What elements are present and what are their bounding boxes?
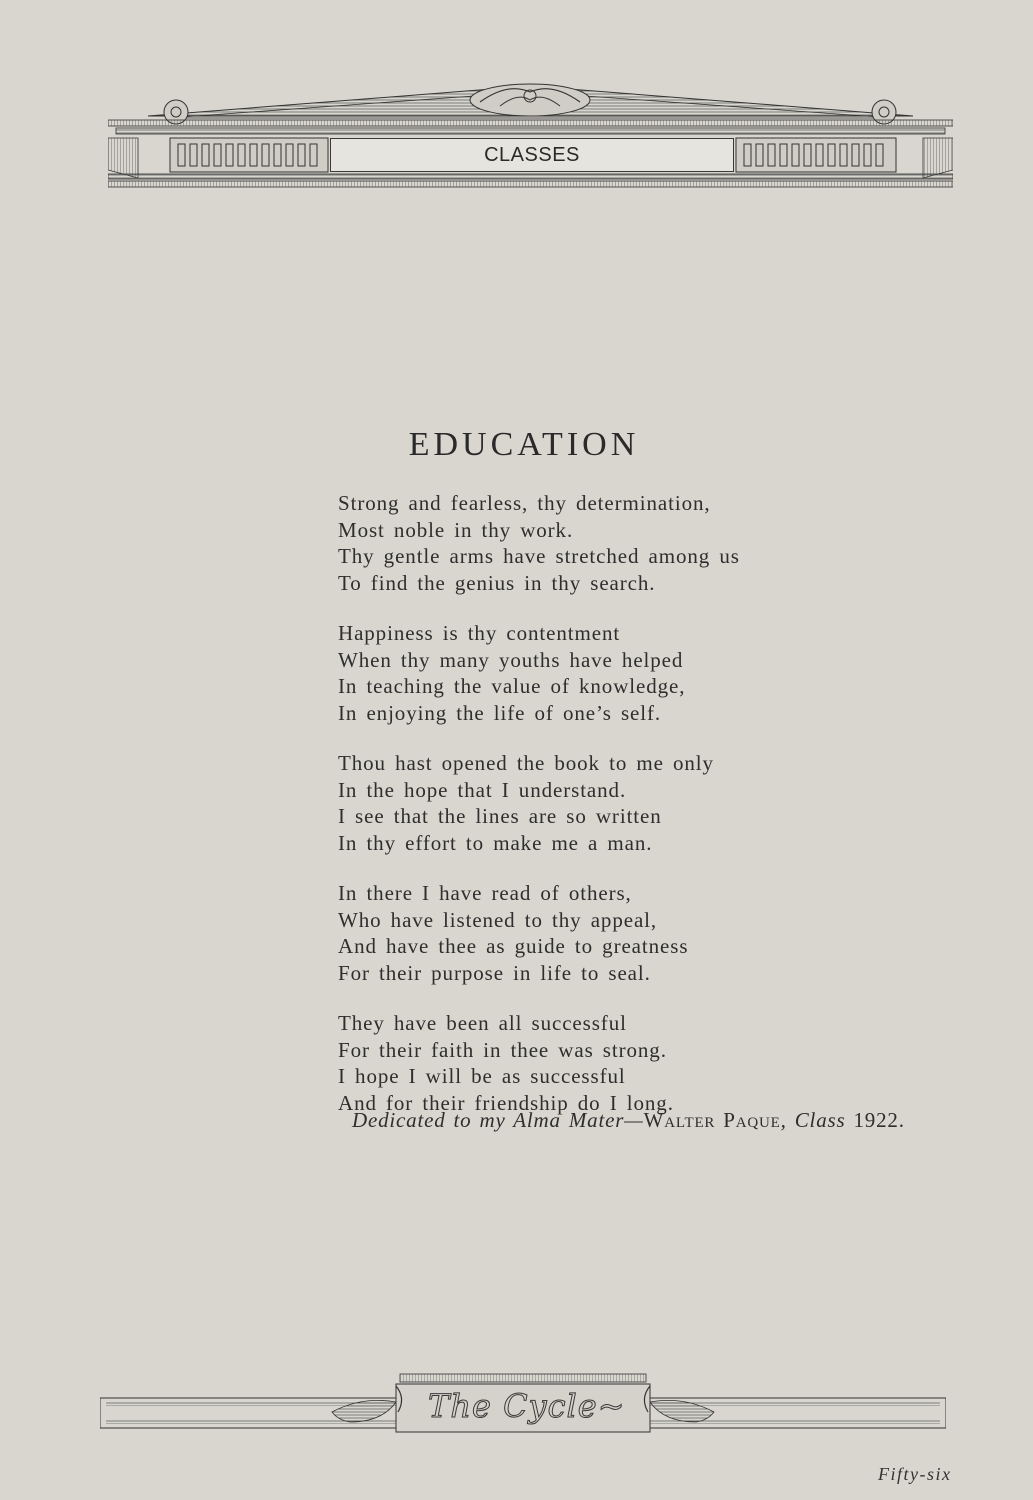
poem-line: I hope I will be as successful (338, 1064, 626, 1088)
poem-line: In enjoying the life of one’s self. (338, 700, 662, 725)
poem-line: For their purpose in life to seal. (338, 960, 651, 985)
header-ornament (108, 78, 953, 190)
poem-line: Thou hast opened the book to me only (338, 751, 714, 775)
poem-line: For their faith in thee was strong. (338, 1037, 667, 1062)
poem-line: And for their friendship do I long. (338, 1090, 674, 1115)
poem-line: They have been all successful (338, 1011, 627, 1035)
poem-line: Strong and fearless, thy determination, (338, 491, 711, 515)
poem-line: In there I have read of others, (338, 881, 632, 905)
stanza-2 (338, 620, 938, 726)
stanza-4 (338, 880, 938, 986)
footer-logo: The Cycle~ (428, 1387, 626, 1425)
poem-line: Happiness is thy contentment (338, 621, 621, 645)
header-ornament-art (108, 78, 953, 190)
poem-line: To find the genius in thy search. (338, 570, 656, 595)
dedication-class-year: 1922. (853, 1108, 905, 1132)
poem-line: Most noble in thy work. (338, 517, 574, 542)
dedication-class-label: Class (794, 1108, 846, 1132)
dedication (352, 1108, 905, 1133)
page-number: Fifty-six (878, 1464, 952, 1484)
poem-line: Who have listened to thy appeal, (338, 907, 658, 932)
poem-line: In teaching the value of knowledge, (338, 674, 686, 698)
poem-line: In thy effort to make me a man. (338, 830, 653, 855)
poem-line: Thy gentle arms have stretched among us (338, 544, 740, 568)
stanza-3 (338, 750, 938, 856)
section-title: CLASSES (330, 138, 734, 172)
poem-line: I see that the lines are so written (338, 804, 662, 828)
poem-line: When thy many youths have helped (338, 647, 684, 672)
dedication-prefix: Dedicated to my Alma Mater— (352, 1108, 644, 1132)
dedication-separator: , (780, 1108, 795, 1132)
poem-line: And have thee as guide to greatness (338, 934, 689, 958)
stanza-1 (338, 490, 938, 596)
stanza-5 (338, 1010, 938, 1116)
poem-title: EDUCATION (408, 426, 640, 463)
poem-line: In the hope that I understand. (338, 777, 627, 802)
poem-body (338, 490, 938, 1140)
dedication-author: Walter Paque (643, 1108, 781, 1132)
